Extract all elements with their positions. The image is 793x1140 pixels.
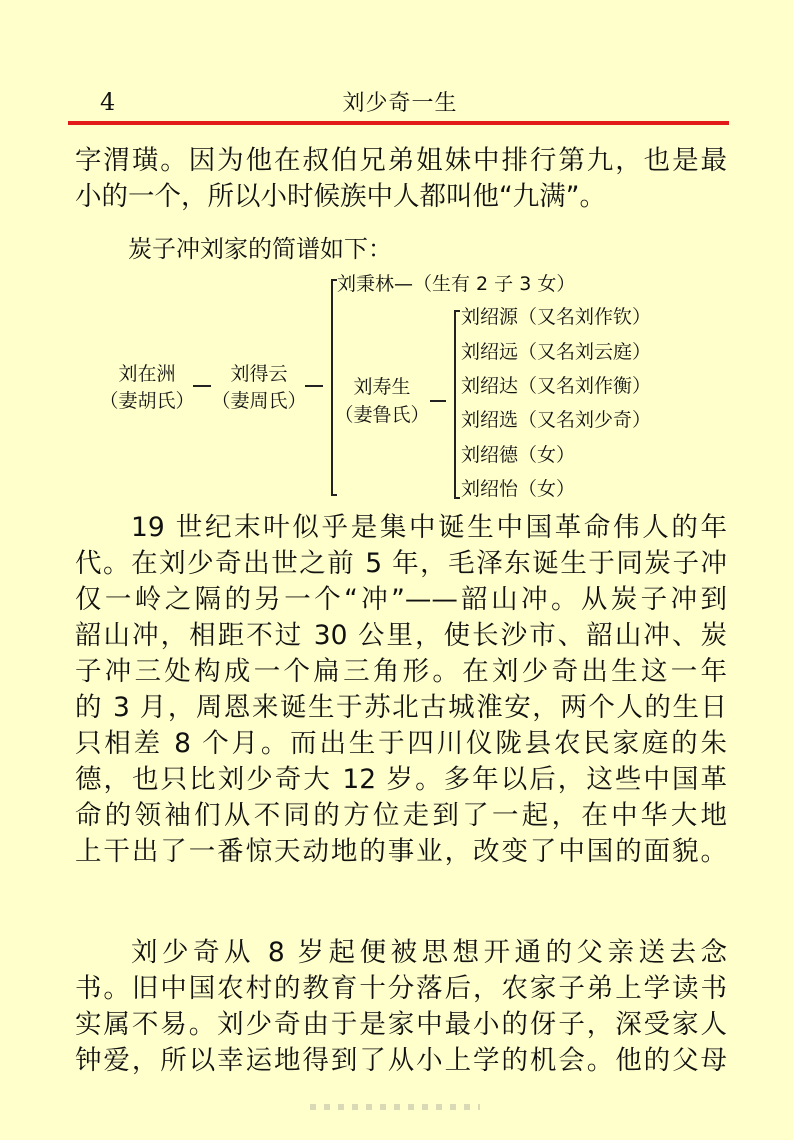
text-line: 实属不易。刘少奇由于是家中最小的伢子，深受家人 [75, 1009, 727, 1040]
child-item: 刘绍德（女） [461, 444, 576, 466]
text-line: 韶山冲，相距不过 30 公里，使长沙市、韶山冲、炭 [75, 620, 727, 651]
paragraph-3 [75, 935, 727, 1079]
gen2-wife: （妻周氏） [211, 390, 307, 412]
page-number: 4 [100, 88, 116, 116]
running-title: 刘少奇一生 [342, 91, 458, 116]
child-item: 刘绍源（又名刘作钦） [461, 306, 652, 328]
child-item: 刘绍达（又名刘作衡） [461, 375, 652, 397]
text-line: 19 世纪末叶似乎是集中诞生中国革命伟人的年 [131, 512, 727, 543]
text-line: 小的一个，所以小时候族中人都叫他“九满”。 [75, 181, 606, 212]
text-line: 上干出了一番惊天动地的事业，改变了中国的面貌。 [75, 836, 727, 867]
scan-artifact [310, 1104, 480, 1110]
text-line: 刘少奇从 8 岁起便被思想开通的父亲送去念 [131, 937, 727, 968]
connector [193, 385, 211, 387]
text-line: 字渭璜。因为他在叔伯兄弟姐妹中排行第九，也是最 [75, 145, 727, 176]
paragraph-1 [75, 143, 727, 215]
text-line: 只相差 8 个月。而出生于四川仪陇县农民家庭的朱 [75, 728, 727, 759]
bracket-tick [331, 279, 337, 281]
text-line: 德，也只比刘少奇大 12 岁。多年以后，这些中国革 [75, 764, 727, 795]
text-line: 代。在刘少奇出世之前 5 年，毛泽东诞生于同炭子冲 [75, 548, 727, 579]
gen3b-wife: （妻鲁氏） [334, 404, 430, 426]
bracket-tick [454, 497, 460, 499]
text-line: 钟爱，所以幸运地得到了从小上学的机会。他的父母 [75, 1045, 727, 1076]
bracket-tick [454, 310, 460, 312]
text-line: 命的领袖们从不同的方位走到了一起，在中华大地 [75, 800, 727, 831]
text-line: 的 3 月，周恩来诞生于苏北古城淮安，两个人的生日 [75, 692, 727, 723]
gen2-name: 刘得云 [230, 363, 288, 385]
text-line: 书。旧中国农村的教育十分落后，农家子弟上学读书 [75, 973, 727, 1004]
header-rule [68, 121, 729, 125]
gen3b-name: 刘寿生 [353, 376, 411, 398]
gen3a: 刘秉林—（生有 2 子 3 女） [337, 273, 576, 295]
bracket [454, 310, 456, 498]
gen1-name: 刘在洲 [118, 363, 176, 385]
page-header [70, 86, 730, 118]
child-item: 刘绍选（又名刘少奇） [461, 409, 652, 431]
text-line: 子冲三处构成一个扁三角形。在刘少奇出生这一年 [75, 656, 727, 687]
connector [305, 385, 323, 387]
child-item: 刘绍怡（女） [461, 478, 576, 500]
genealogy-intro: 炭子冲刘家的简谱如下： [128, 235, 392, 263]
bracket-tick [331, 494, 337, 496]
paragraph-2 [75, 510, 727, 870]
gen1-wife: （妻胡氏） [99, 390, 195, 412]
bracket [331, 279, 333, 495]
connector [430, 400, 446, 402]
text-line: 仅一岭之隔的另一个“冲”——韶山冲。从炭子冲到 [75, 584, 727, 615]
child-item: 刘绍远（又名刘云庭） [461, 341, 652, 363]
